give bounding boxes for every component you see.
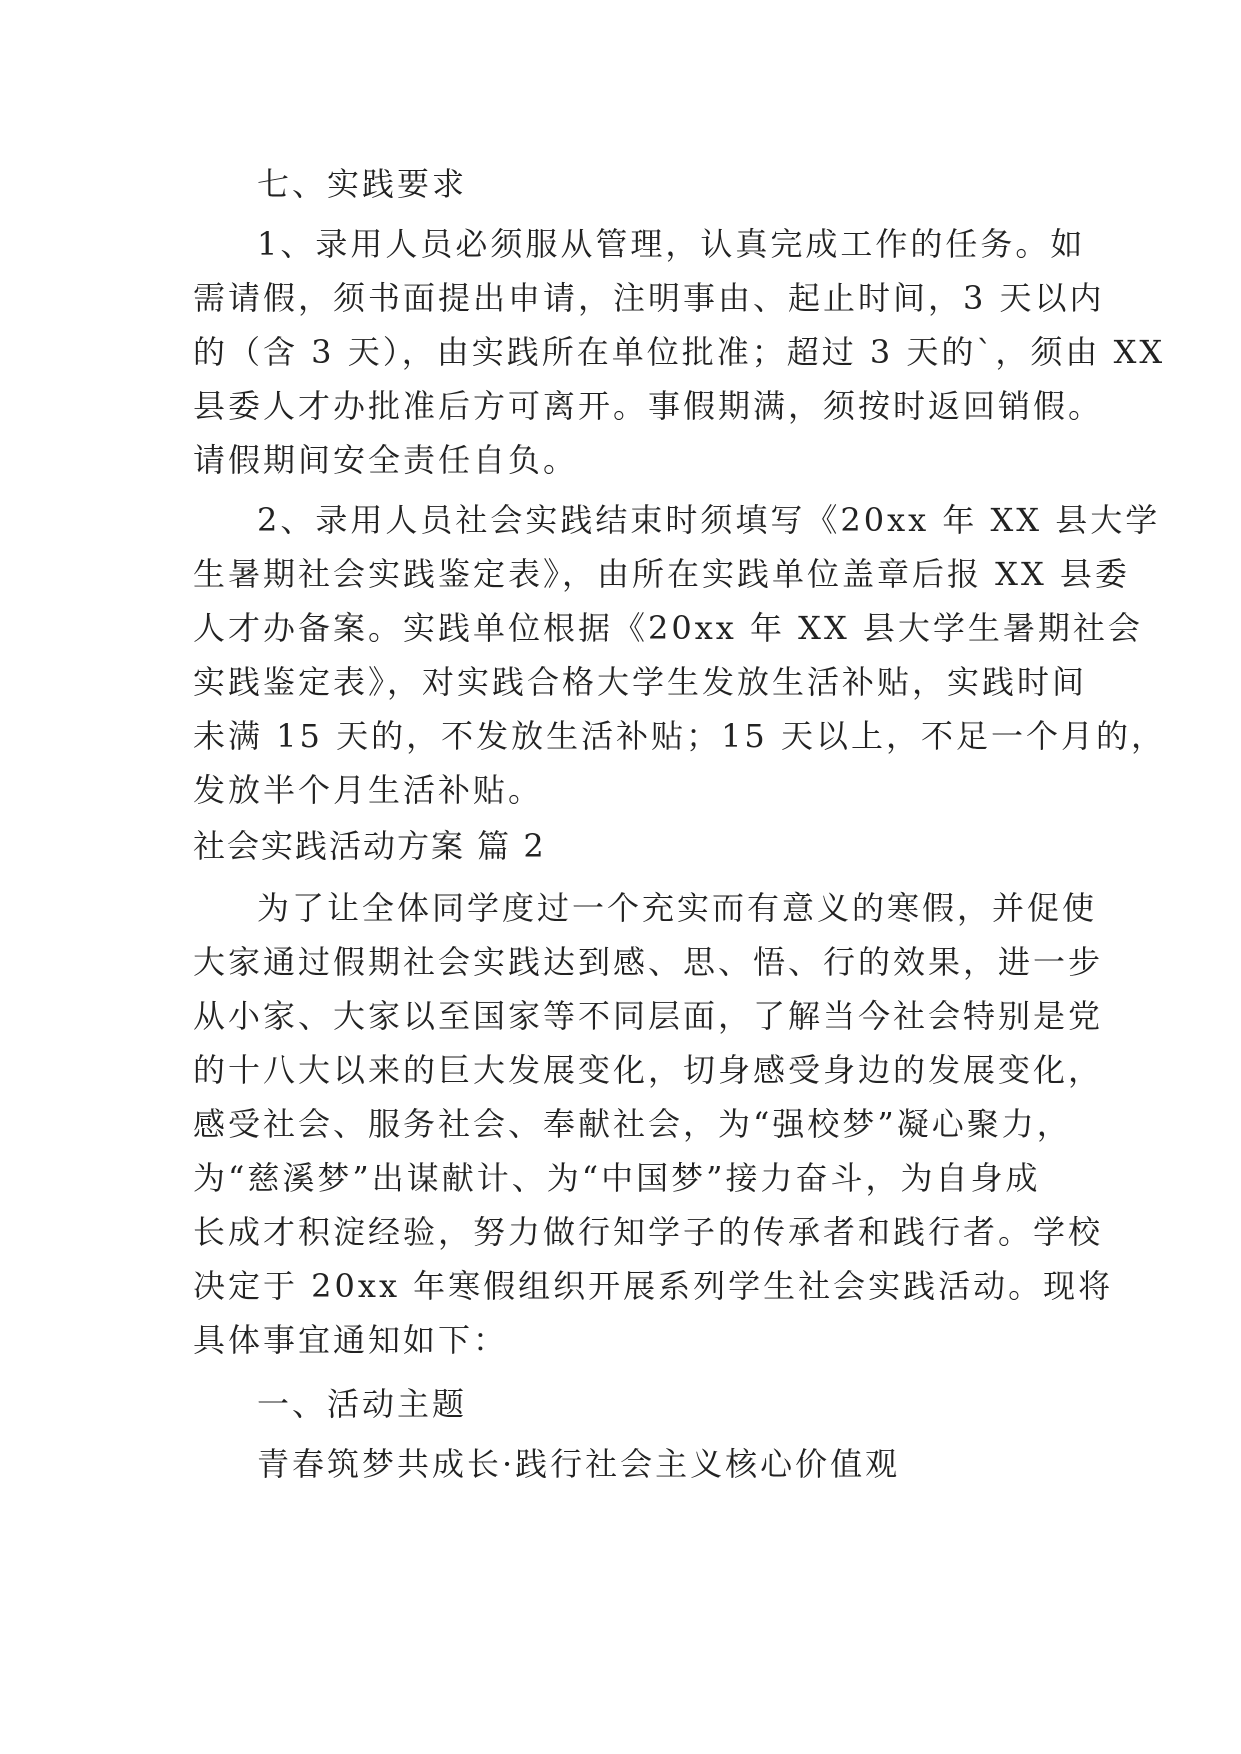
paragraph-line: 为了让全体同学度过一个充实而有意义的寒假，并促使 bbox=[257, 889, 1098, 927]
paragraph-line: 感受社会、服务社会、奉献社会，为“强校梦”凝心聚力， bbox=[193, 1105, 1072, 1143]
paragraph-line: 2、录用人员社会实践结束时须填写《20xx 年 XX 县大学 bbox=[257, 501, 1161, 539]
paragraph-line: 1、录用人员必须服从管理，认真完成工作的任务。如 bbox=[257, 225, 1086, 263]
paragraph-line: 请假期间安全责任自负。 bbox=[193, 441, 579, 479]
paragraph-line: 决定于 20xx 年寒假组织开展系列学生社会实践活动。现将 bbox=[193, 1267, 1114, 1305]
paragraph-line: 实践鉴定表》，对实践合格大学生发放生活补贴，实践时间 bbox=[193, 663, 1088, 701]
paragraph-line: 具体事宜通知如下： bbox=[193, 1321, 509, 1359]
paragraph-line: 生暑期社会实践鉴定表》，由所在实践单位盖章后报 XX 县委 bbox=[193, 555, 1130, 593]
paragraph-line: 从小家、大家以至国家等不同层面，了解当今社会特别是党 bbox=[193, 997, 1104, 1035]
paragraph-line: 为“慈溪梦”出谋献计、为“中国梦”接力奋斗，为自身成 bbox=[193, 1159, 1041, 1197]
article-title: 社会实践活动方案 篇 2 bbox=[193, 827, 546, 865]
paragraph-line: 需请假，须书面提出申请，注明事由、起止时间，3 天以内 bbox=[193, 279, 1105, 317]
paragraph-line: 县委人才办批准后方可离开。事假期满，须按时返回销假。 bbox=[193, 387, 1104, 425]
paragraph-line: 未满 15 天的，不发放生活补贴；15 天以上，不足一个月的， bbox=[193, 717, 1166, 755]
paragraph-line: 发放半个月生活补贴。 bbox=[193, 771, 544, 809]
paragraph-line: 大家通过假期社会实践达到感、思、悟、行的效果，进一步 bbox=[193, 943, 1104, 981]
paragraph-line: 的（含 3 天），由实践所在单位批准；超过 3 天的`，须由 XX bbox=[193, 333, 1166, 371]
section-heading-practice-requirements: 七、实践要求 bbox=[257, 165, 468, 203]
paragraph-line: 人才办备案。实践单位根据《20xx 年 XX 县大学生暑期社会 bbox=[193, 609, 1143, 647]
paragraph-line: 长成才积淀经验，努力做行知学子的传承者和践行者。学校 bbox=[193, 1213, 1104, 1251]
paragraph-line: 的十八大以来的巨大发展变化，切身感受身边的发展变化， bbox=[193, 1051, 1104, 1089]
section-heading-activity-theme: 一、活动主题 bbox=[257, 1385, 468, 1423]
theme-line: 青春筑梦共成长·践行社会主义核心价值观 bbox=[257, 1445, 901, 1483]
